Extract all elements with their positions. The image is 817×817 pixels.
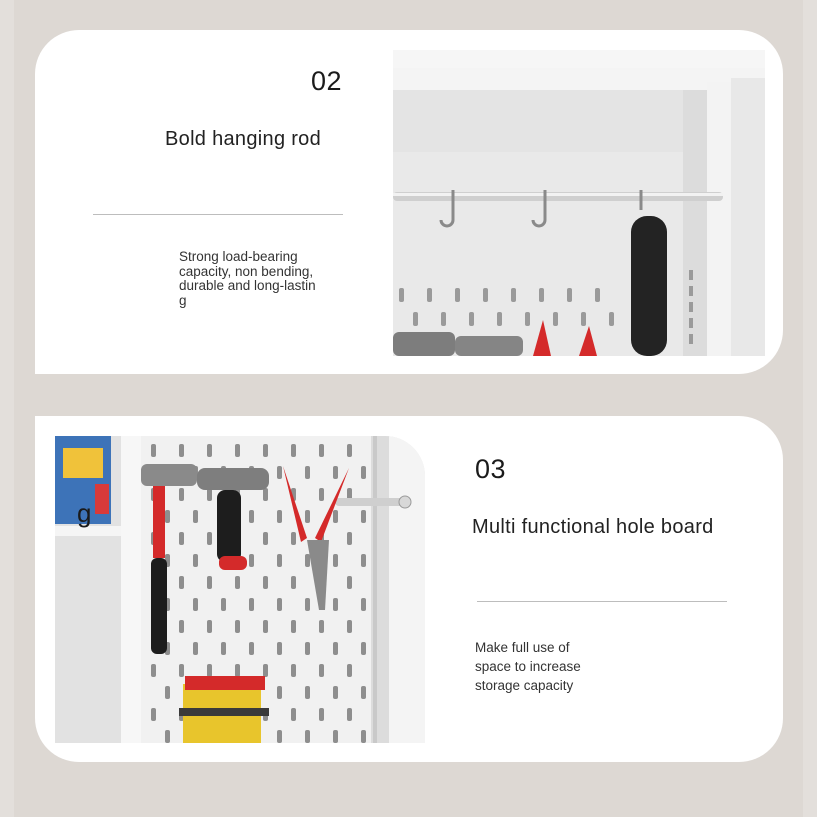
divider [477, 601, 727, 602]
pegboard-hole [319, 620, 324, 633]
pegboard-hole [193, 598, 198, 611]
pegboard-hole [347, 620, 352, 633]
pegboard-hole [179, 488, 184, 501]
pegboard-hole [305, 686, 310, 699]
pegboard-hole [263, 444, 268, 457]
pegboard-hole [207, 444, 212, 457]
pegboard-hole [277, 730, 282, 743]
pegboard-hole [347, 664, 352, 677]
pegboard-hole [263, 532, 268, 545]
pegboard-hole [291, 576, 296, 589]
pegboard-hole [305, 510, 310, 523]
pegboard-hole [221, 642, 226, 655]
pegboard-hole [361, 510, 366, 523]
cabinet-rod-illustration [393, 50, 765, 356]
pegboard-hole [263, 576, 268, 589]
pegboard-illustration [55, 436, 425, 743]
pegboard-hole [263, 664, 268, 677]
pegboard-hole [207, 620, 212, 633]
pegboard-hole [207, 664, 212, 677]
pegboard-hole [249, 642, 254, 655]
pegboard-hole [361, 686, 366, 699]
pegboard-hole [305, 598, 310, 611]
pegboard-hole [319, 708, 324, 721]
pegboard-hole [207, 576, 212, 589]
pegboard-hole [193, 642, 198, 655]
pegboard-hole [193, 554, 198, 567]
pegboard-hole [179, 532, 184, 545]
pegboard-hole [235, 620, 240, 633]
pegboard-hole [165, 730, 170, 743]
pegboard-hole [277, 598, 282, 611]
pegboard-hole [277, 642, 282, 655]
pegboard-hole [277, 510, 282, 523]
pegboard-hole [249, 598, 254, 611]
pegboard-hole [361, 554, 366, 567]
pegboard-hole [319, 488, 324, 501]
section-title: Bold hanging rod [165, 128, 322, 150]
pegboard-hole [235, 664, 240, 677]
pegboard-hole [333, 554, 338, 567]
pegboard-hole [249, 554, 254, 567]
pegboard-hole [249, 510, 254, 523]
hole-board-photo [55, 436, 425, 743]
pegboard-hole [333, 598, 338, 611]
pegboard-hole [179, 576, 184, 589]
pegboard-hole [333, 642, 338, 655]
pegboard-hole [193, 510, 198, 523]
section-title: Multi functional hole board [472, 516, 714, 538]
pegboard-hole [347, 532, 352, 545]
divider [93, 214, 343, 215]
pegboard-hole [333, 466, 338, 479]
pegboard-hole [333, 510, 338, 523]
pegboard-hole [151, 444, 156, 457]
pegboard-hole [333, 730, 338, 743]
pegboard-hole [277, 466, 282, 479]
feature-card-hole-board [35, 416, 783, 762]
pegboard-hole [361, 730, 366, 743]
pegboard-hole [305, 554, 310, 567]
pegboard-hole [319, 444, 324, 457]
pegboard-hole [179, 664, 184, 677]
pegboard-hole [165, 686, 170, 699]
pegboard-hole [347, 444, 352, 457]
section-number: 02 [311, 66, 343, 96]
pegboard-hole [319, 664, 324, 677]
pegboard-hole [277, 686, 282, 699]
pegboard-hole [333, 686, 338, 699]
section-number: 03 [475, 454, 507, 484]
pegboard-hole [277, 554, 282, 567]
pegboard-hole [305, 642, 310, 655]
pegboard-hole [291, 664, 296, 677]
pegboard-hole [347, 708, 352, 721]
pegboard-hole [235, 576, 240, 589]
pegboard-hole [151, 664, 156, 677]
pegboard-hole [305, 730, 310, 743]
pegboard-hole [361, 598, 366, 611]
pegboard-hole [361, 642, 366, 655]
hanging-rod-photo [393, 50, 765, 356]
pegboard-hole [263, 488, 268, 501]
side-tag-letter: g [77, 498, 92, 528]
pegboard-hole [179, 444, 184, 457]
pegboard-hole [291, 708, 296, 721]
pegboard-hole [361, 466, 366, 479]
section-description: Strong load-bearing capacity, non bending, durable and long-lastin g [179, 249, 316, 308]
pegboard-hole [263, 620, 268, 633]
feature-card-hanging-rod [35, 30, 783, 374]
pegboard-hole [305, 466, 310, 479]
section-description: Make full use of space to increase storage capacity [475, 640, 581, 693]
pegboard-hole [235, 444, 240, 457]
pegboard-hole [347, 576, 352, 589]
pegboard-hole [151, 708, 156, 721]
pegboard-hole [221, 598, 226, 611]
pegboard-hole [179, 620, 184, 633]
pegboard-hole [291, 532, 296, 545]
pegboard-hole [207, 532, 212, 545]
pegboard-hole [165, 510, 170, 523]
pegboard-hole [291, 444, 296, 457]
pegboard-hole [291, 620, 296, 633]
